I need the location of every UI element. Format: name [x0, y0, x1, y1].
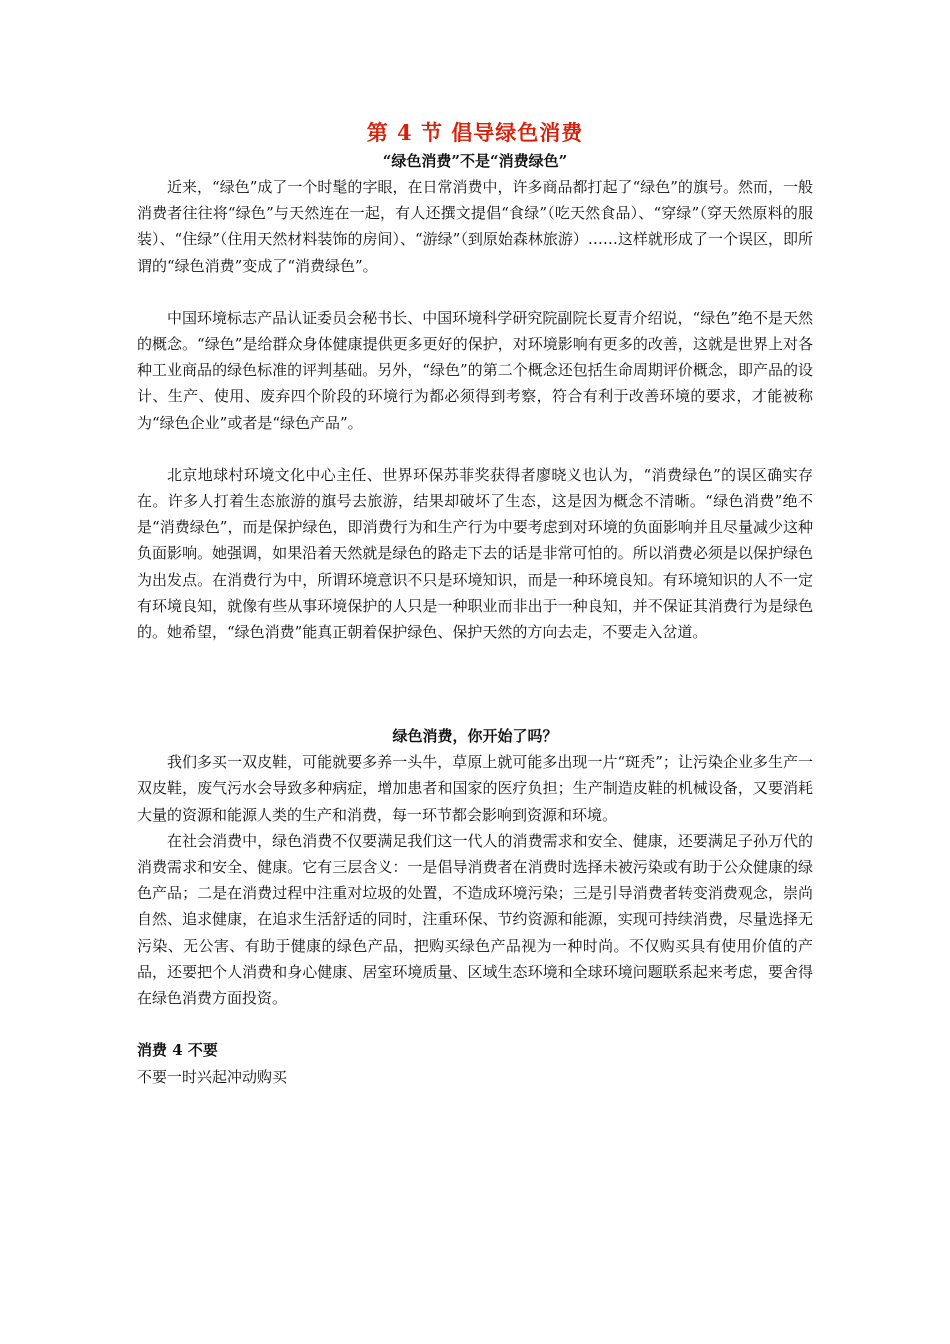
- section1-paragraph-2: 中国环境标志产品认证委员会秘书长、中国环境科学研究院副院长夏青介绍说，“绿色”绝不是天然的概念。“绿色”是给群众身体健康提供更多更好的保护，对环境影响有更多的改善，这就是世界上对各种工业商品的绿色标准的评判基础。另外，“绿色”的第二个概念还包括生命周期评价概念，即产品的设计、生产、使用、废弃四个阶段的环境行为都必须得到考察，符合有利于改善环境的要求，才能被称为“绿色企业”或者是“绿色产品”。: [137, 308, 813, 432]
- section1-subtitle: “绿色消费”不是“消费绿色”: [382, 152, 568, 170]
- section-spacer: [137, 1011, 813, 1037]
- section1-paragraph-3: 北京地球村环境文化中心主任、世界环保苏菲奖获得者廖晓义也认为，“消费绿色”的误区确实存在。许多人打着生态旅游的旗号去旅游，结果却破坏了生态，这是因为概念不清晰。“绿色消费”绝不是“消费绿色”，而是保护绿色，即消费行为和生产行为中要考虑到对环境的负面影响并且尽量减少这种负面影响。她强调，如果沿着天然就是绿色的路走下去的话是非常可怕的。所以消费必须是以保护绿色为出发点。在消费行为中，所谓环境意识不只是环境知识，而是一种环境良知。有环境知识的人不一定有环境良知，就像有些从事环境保护的人只是一种职业而非出于一种良知，并不保证其消费行为是绿色的。她希望，“绿色消费”能真正朝着保护绿色、保护天然的方向去走，不要走入岔道。: [137, 465, 813, 642]
- section3-item-1: 不要一时兴起冲动购买: [137, 1068, 288, 1087]
- paragraph-spacer: [137, 279, 813, 305]
- section-spacer: [137, 645, 813, 723]
- paragraph-spacer: [137, 436, 813, 462]
- document-page: [137, 118, 813, 1091]
- section3-heading: 消费 4 不要: [137, 1041, 218, 1060]
- section2-subtitle: 绿色消费，你开始了吗？: [392, 727, 558, 746]
- section1-paragraph-1: 近来，“绿色”成了一个时髦的字眼，在日常消费中，许多商品都打起了“绿色”的旗号。然而，一般消费者往往将“绿色”与天然连在一起，有人还撰文提倡“食绿”（吃天然食品）、“穿绿”（穿天然原料的服装）、“住绿”（住用天然材料装饰的房间）、“游绿”（到原始森林旅游）……这样就形成了一个误区，即所谓的“绿色消费”变成了“消费绿色”。: [137, 178, 813, 275]
- section2-paragraph-2: 在社会消费中，绿色消费不仅要满足我们这一代人的消费需求和安全、健康，还要满足子孙万代的消费需求和安全、健康。它有三层含义：一是倡导消费者在消费时选择未被污染或有助于公众健康的绿色产品；二是在消费过程中注重对垃圾的处置，不造成环境污染；三是引导消费者转变消费观念，崇尚自然、追求健康，在追求生活舒适的同时，注重环保、节约资源和能源，实现可持续消费，尽量选择无污染、无公害、有助于健康的绿色产品，把购买绿色产品视为一种时尚。不仅购买具有使用价值的产品，还要把个人消费和身心健康、居室环境质量、区域生态环境和全球环境问题联系起来考虑，要舍得在绿色消费方面投资。: [137, 831, 813, 1008]
- document-title: 第 4 节 倡导绿色消费: [366, 120, 584, 145]
- section2-paragraph-1: 我们多买一双皮鞋，可能就要多养一头牛，草原上就可能多出现一片“斑秃”；让污染企业多生产一双皮鞋，废气污水会导致多种病症，增加患者和国家的医疗负担；生产制造皮鞋的机械设备，又要消耗大量的资源和能源人类的生产和消费，每一环节都会影响到资源和环境。: [137, 753, 813, 824]
